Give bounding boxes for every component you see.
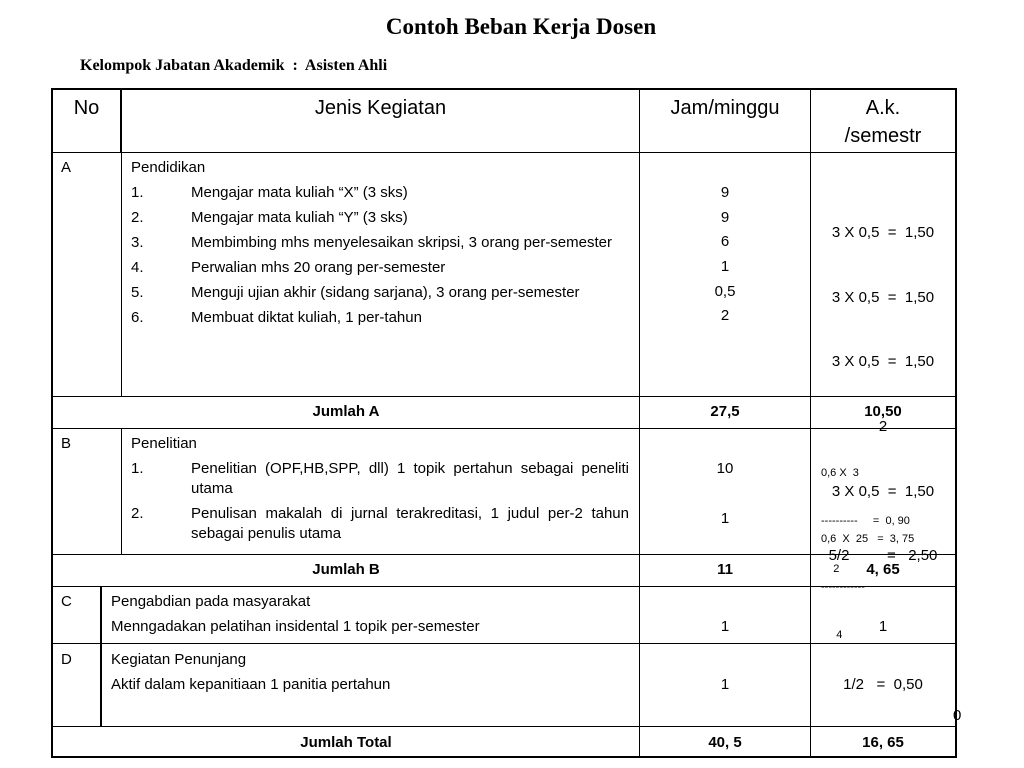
rule-no-column-a [121,152,122,396]
page-title: Contoh Beban Kerja Dosen [385,14,657,39]
ak-value: 2 [878,418,888,436]
section-a-code: A [61,159,72,176]
header-ak-line1: A.k. [865,97,901,119]
ak-value: 3 X 0,5 = 1,50 [831,288,935,306]
rule-d-bottom [51,726,957,727]
section-b-title: Penelitian [131,435,197,452]
list-item [131,233,629,253]
item-number: 6. [131,309,144,326]
item-number: 4. [131,259,144,276]
jumlah-a-label: Jumlah A [312,403,380,420]
header-jenis-kegiatan: Jenis Kegiatan [314,97,447,119]
item-number: 1. [131,184,144,201]
header-ak-line2: /semestr [844,125,922,147]
list-item [131,504,629,544]
item-number: 2. [131,209,144,226]
calc-line: ---------- = 0, 90 [821,515,910,527]
list-item [131,258,629,278]
jumlah-a-ak: 10,50 [864,403,902,420]
rule-header-bottom [51,152,957,153]
section-b-jam-1: 10 [716,460,734,477]
jumlah-total-ak: 16, 65 [862,734,904,751]
list-item [131,208,629,228]
list-item [131,183,629,203]
ak-value: 3 X 0,5 = 1,50 [831,224,935,241]
calc-line: 0,6 X 3 [821,467,859,479]
section-d-title: Kegiatan Penunjang [111,651,247,668]
item-number: 1. [131,460,144,477]
calc-line: 0,6 X 25 = 3, 75 [821,533,915,545]
jam-value: 1 [720,258,730,276]
section-d-code: D [61,651,72,668]
list-item [131,459,629,499]
jumlah-total-label: Jumlah Total [300,734,392,751]
page-number-fragment: 0 [953,707,962,724]
jumlah-total-jam: 40, 5 [708,734,742,751]
section-c-code: C [61,593,72,610]
section-a-list [131,183,629,333]
section-c-title: Pengabdian pada masyarakat [111,593,311,610]
jam-value: 9 [720,208,730,226]
header-jam-minggu: Jam/minggu [670,97,780,119]
section-a-title: Pendidikan [131,159,206,176]
section-b-list [131,459,629,549]
item-text: Perwalian mhs 20 orang per-semester [191,259,446,276]
jam-value: 9 [720,184,730,201]
item-text: Mengajar mata kuliah “Y” (3 sks) [191,209,408,226]
item-number: 5. [131,284,144,301]
section-b-code: B [61,435,72,452]
section-a-jam-values [640,183,810,331]
section-d-jam: 1 [720,676,730,693]
calc-line: ------------ [821,581,865,593]
item-text: Menguji ujian akhir (sidang sarjana), 3 orang per-semester [191,284,580,301]
item-text: Penulisan makalah di jurnal terakreditasi, 1 judul per-2 tahun sebagai penulis utama [191,505,629,542]
jam-value: 2 [720,307,730,325]
list-item [131,283,629,303]
ak-value: 3 X 0,5 = 1,50 [831,353,935,371]
jumlah-b-label: Jumlah B [312,561,380,578]
item-text: Penelitian (OPF,HB,SPP, dll) 1 topik pertahun sebagai peneliti utama [191,460,629,497]
calc-line: 2 [821,563,840,575]
item-number: 3. [131,234,144,251]
item-text: Membuat diktat kuliah, 1 per-tahun [191,309,422,326]
item-number: 2. [131,505,144,522]
item-text: Membimbing mhs menyelesaikan skripsi, 3 orang per-semester [191,234,612,251]
section-d-text: Aktif dalam kepanitiaan 1 panitia pertahun [111,676,391,693]
section-c-ak: 1 [878,618,888,635]
section-d-ak: 1/2 = 0,50 [843,676,923,693]
item-text: Mengajar mata kuliah “X” (3 sks) [191,184,408,201]
header-no: No [73,97,100,119]
section-c-text: Menngadakan pelatihan insidental 1 topik per-semester [111,618,480,635]
calc-line: 4 [821,629,843,641]
section-b-jam-2: 1 [720,510,730,527]
jam-value: 6 [720,233,730,251]
rule-no-column-b [121,428,122,554]
page-subtitle: Kelompok Jabatan Akademik : Asisten Ahli [80,57,388,74]
jumlah-b-ak: 4, 65 [866,561,900,578]
jumlah-b-jam: 11 [717,561,733,578]
list-item [131,308,629,328]
ak-value: 5/2 = 2,50 [828,547,938,565]
jumlah-a-jam: 27,5 [710,403,740,420]
ak-value: 3 X 0,5 = 1,50 [831,482,935,500]
jam-value: 0,5 [714,282,736,300]
rule-no-column-cd [100,586,102,726]
section-c-jam: 1 [720,618,730,635]
